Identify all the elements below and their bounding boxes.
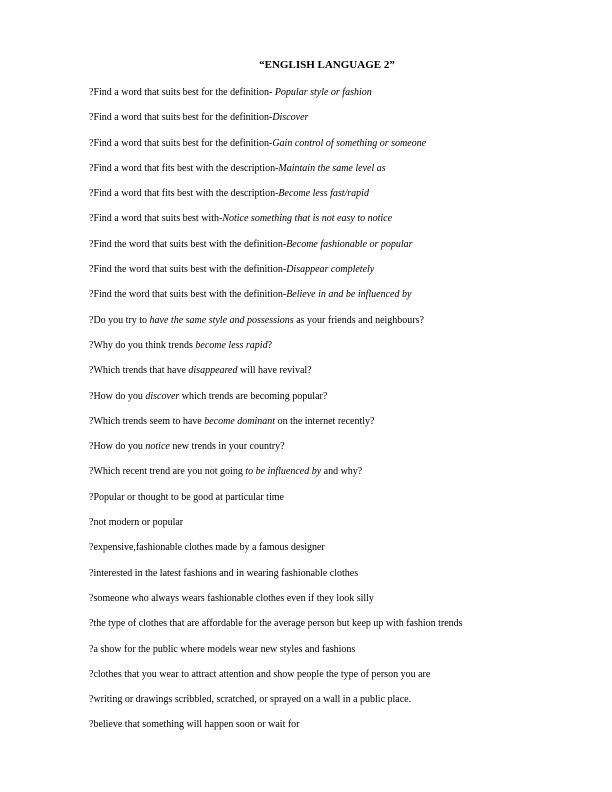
question-line (89, 617, 589, 642)
question-text: ?Find a word that suits best for the definition- (89, 112, 273, 124)
question-line (89, 111, 589, 136)
question-line (89, 212, 589, 237)
question-line (89, 592, 589, 617)
question-text: ?expensive,fashionable clothes made by a famous designer (89, 542, 325, 554)
question-text: ?Popular or thought to be good at particular time (89, 491, 284, 503)
question-italic-phrase: disappeared (188, 365, 238, 377)
question-line (89, 238, 589, 263)
question-line (89, 263, 589, 288)
question-line (89, 187, 589, 212)
question-line (89, 643, 589, 668)
question-text-tail: ? (267, 339, 273, 351)
question-text: ?Find the word that suits best with the definition- (89, 264, 287, 276)
question-text: ?clothes that you wear to attract attention and show people the type of person you are (89, 668, 431, 680)
question-italic-phrase: Notice something that is not easy to notice (222, 213, 393, 225)
question-text-tail: as your friends and neighbours? (293, 314, 424, 326)
question-text: ?Do you try to (89, 314, 150, 326)
question-text: ?the type of clothes that are affordable for the average person but keep up with fashion trends (89, 618, 463, 630)
question-text: ?a show for the public where models wear new styles and fashions (89, 643, 356, 655)
question-text: ?Find the word that suits best with the definition- (89, 289, 287, 301)
question-text-tail: and why? (321, 466, 363, 478)
question-text: ?writing or drawings scribbled, scratched, or sprayed on a wall in a public place. (89, 694, 412, 706)
question-text: ?interested in the latest fashions and in wearing fashionable clothes (89, 567, 359, 579)
question-text: ?Which trends that have (89, 365, 189, 377)
question-text: ?Why do you think trends (89, 339, 196, 351)
question-text: ?Find a word that suits best for the definition- (89, 87, 275, 98)
question-italic-phrase: Become less fast/rapid (278, 188, 369, 200)
question-italic-phrase: become dominant (204, 415, 276, 427)
document-title: “ENGLISH LANGUAGE 2” (259, 59, 395, 71)
question-line (89, 339, 589, 364)
question-text: ?Which recent trend are you not going (89, 466, 246, 478)
question-italic-phrase: Gain control of something or someone (272, 137, 427, 149)
question-text: ?believe that something will happen soon or wait for (89, 719, 300, 731)
question-line (89, 390, 589, 415)
question-text: ?Find a word that fits best with the description- (89, 188, 279, 200)
question-line (89, 693, 589, 718)
question-line (89, 137, 589, 162)
question-italic-phrase: discover (145, 390, 180, 402)
question-line (89, 314, 589, 339)
question-line (89, 440, 589, 465)
question-line (89, 516, 589, 541)
question-text-tail: will have revival? (237, 365, 312, 377)
question-italic-phrase: Disappear completely (286, 264, 375, 276)
question-text: ?Which trends seem to have (89, 415, 205, 427)
question-line (89, 364, 589, 389)
question-text: ?Find a word that suits best for the definition- (89, 137, 273, 149)
question-line (89, 86, 589, 111)
question-line (89, 465, 589, 490)
question-italic-phrase: have the same style and possessions (149, 314, 294, 326)
question-text: ?not modern or popular (89, 517, 184, 529)
question-text: ?How do you (89, 441, 146, 453)
question-text-tail: new trends in your country? (169, 441, 285, 453)
question-italic-phrase: become less rapid (195, 339, 268, 351)
question-line (89, 288, 589, 313)
question-text: ?Find a word that fits best with the description- (89, 162, 279, 174)
question-italic-phrase: Popular style or fashion (274, 87, 372, 98)
question-line (89, 415, 589, 440)
question-italic-phrase: Become fashionable or popular (286, 238, 413, 250)
question-text-tail: which trends are becoming popular? (179, 390, 328, 402)
question-line (89, 718, 589, 743)
question-text: ?someone who always wears fashionable clothes even if they look silly (89, 592, 374, 604)
question-line (89, 162, 589, 187)
question-list (89, 86, 589, 744)
question-italic-phrase: Believe in and be influenced by (286, 289, 412, 301)
question-italic-phrase: notice (145, 441, 170, 453)
question-text-tail: on the internet recently? (275, 415, 375, 427)
question-line (89, 567, 589, 592)
question-text: ?Find the word that suits best with the definition- (89, 238, 287, 250)
question-line (89, 491, 589, 516)
question-italic-phrase: Discover (272, 112, 309, 124)
question-line (89, 668, 589, 693)
question-text: ?Find a word that suits best with- (89, 213, 223, 225)
question-text: ?How do you (89, 390, 146, 402)
question-italic-phrase: to be influenced by (245, 466, 322, 478)
question-italic-phrase: Maintain the same level as (278, 162, 386, 174)
question-line (89, 541, 589, 566)
